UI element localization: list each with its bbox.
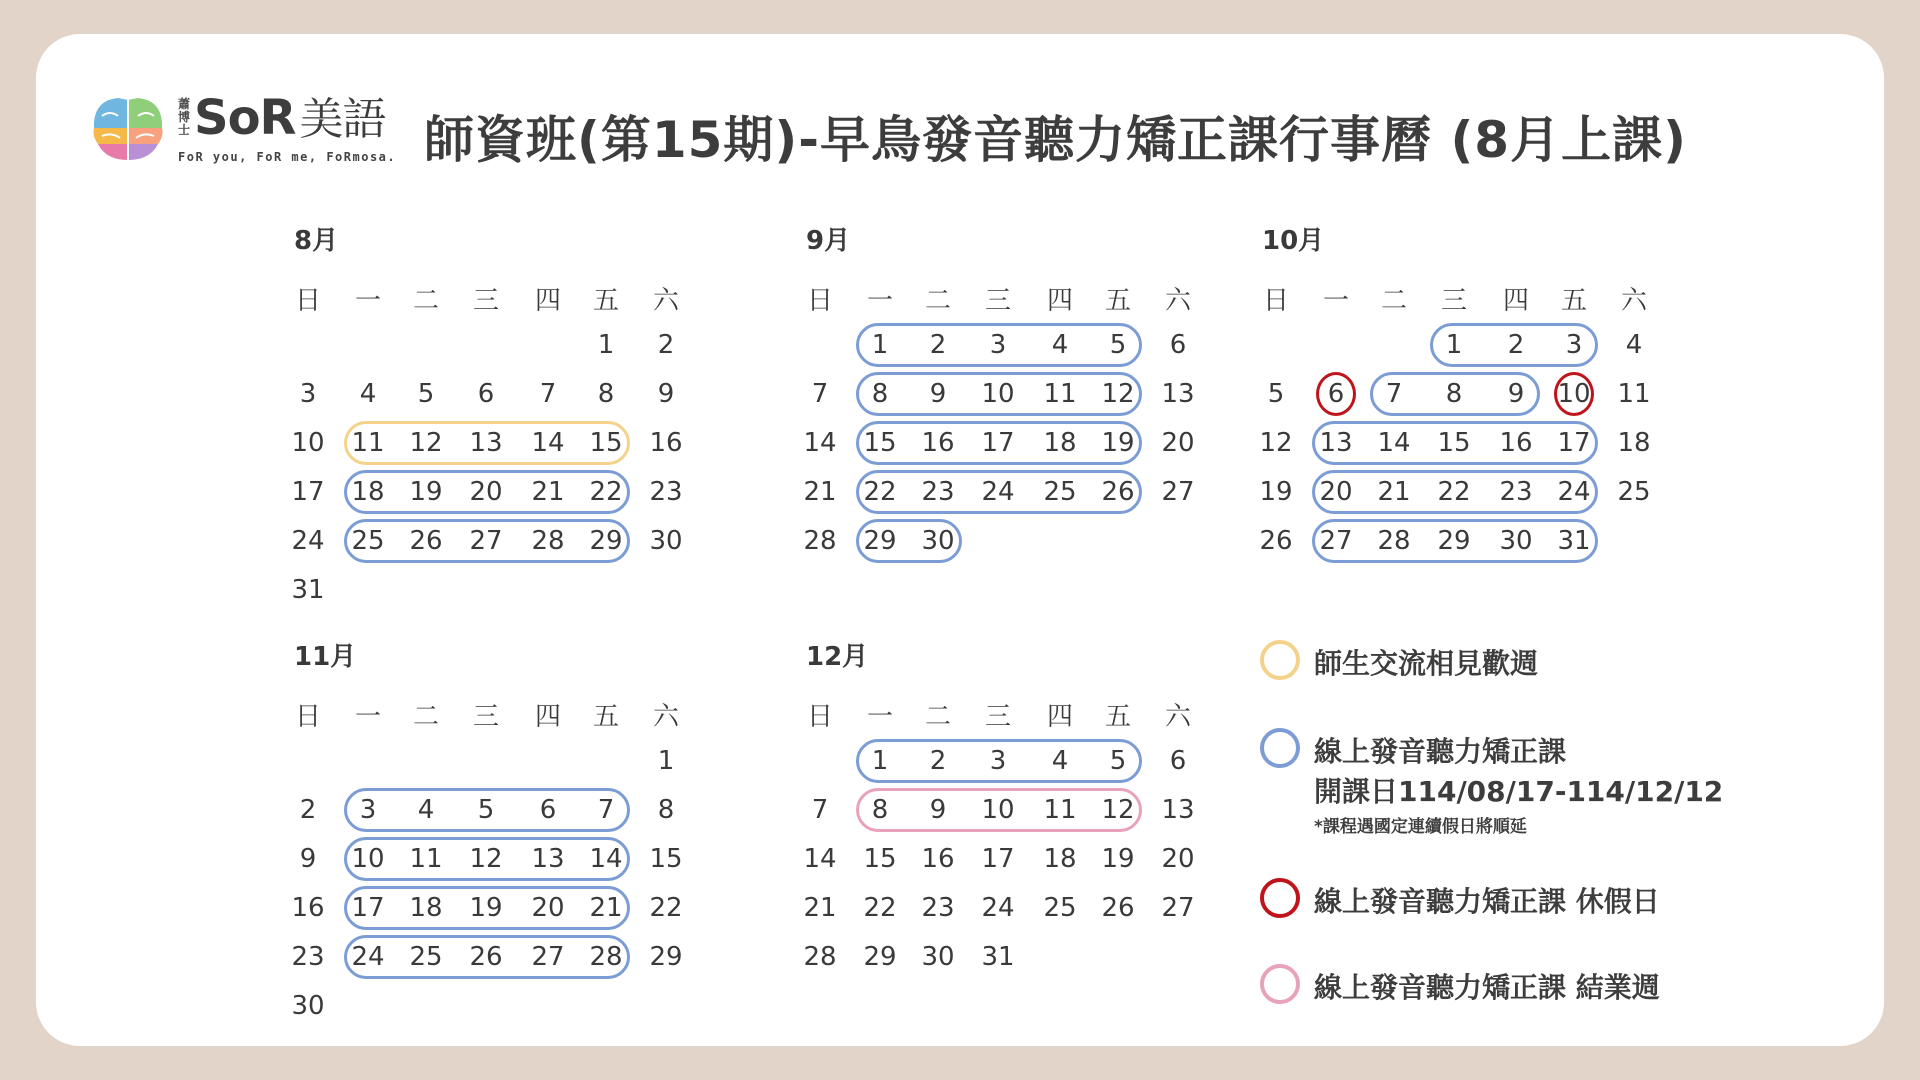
day-cell: 17 [981, 428, 1015, 458]
day-cell: 20 [531, 893, 565, 923]
day-cell: 13 [1161, 379, 1195, 409]
day-cell: 17 [291, 477, 325, 507]
day-cell: 3 [359, 795, 377, 825]
day-cell: 20 [469, 477, 503, 507]
legend-blue-note: *課程遇國定連續假日將順延 [1314, 817, 1527, 837]
weekday-header: 日 [1262, 286, 1289, 316]
day-cell: 28 [589, 942, 623, 972]
day-cell: 23 [1499, 477, 1533, 507]
day-cell: 13 [469, 428, 503, 458]
day-cell: 22 [863, 477, 897, 507]
day-cell: 19 [409, 477, 443, 507]
day-cell: 15 [863, 844, 897, 874]
day-cell: 5 [417, 379, 435, 409]
weekday-header: 三 [984, 702, 1011, 732]
day-cell: 13 [531, 844, 565, 874]
day-cell: 27 [1161, 893, 1195, 923]
day-cell: 29 [863, 526, 897, 556]
day-cell: 25 [409, 942, 443, 972]
day-cell: 21 [589, 893, 623, 923]
day-cell: 1 [871, 330, 889, 360]
weekday-header: 四 [534, 286, 561, 316]
weekday-header: 四 [1046, 286, 1073, 316]
weekday-header: 五 [1104, 702, 1131, 732]
day-cell: 25 [1617, 477, 1651, 507]
day-cell: 8 [871, 379, 889, 409]
day-cell: 31 [291, 575, 325, 605]
month-title: 9月 [806, 226, 851, 256]
day-cell: 15 [649, 844, 683, 874]
day-cell: 1 [597, 330, 615, 360]
day-cell: 9 [929, 795, 947, 825]
day-cell: 22 [589, 477, 623, 507]
day-cell: 9 [657, 379, 675, 409]
weekday-header: 五 [592, 702, 619, 732]
day-cell: 2 [929, 746, 947, 776]
day-cell: 7 [1385, 379, 1403, 409]
weekday-header: 六 [652, 702, 679, 732]
day-cell: 11 [1043, 795, 1077, 825]
day-cell: 19 [1101, 844, 1135, 874]
day-cell: 11 [1617, 379, 1651, 409]
day-cell: 20 [1161, 428, 1195, 458]
day-cell: 16 [649, 428, 683, 458]
day-cell: 10 [981, 379, 1015, 409]
day-cell: 26 [1259, 526, 1293, 556]
weekday-header: 一 [866, 286, 893, 316]
weekday-header: 四 [1046, 702, 1073, 732]
day-cell: 24 [291, 526, 325, 556]
day-cell: 28 [1377, 526, 1411, 556]
day-cell: 10 [1557, 379, 1591, 409]
day-cell: 20 [1161, 844, 1195, 874]
day-cell: 18 [409, 893, 443, 923]
weekday-header: 五 [1560, 286, 1587, 316]
day-cell: 24 [351, 942, 385, 972]
day-cell: 26 [1101, 893, 1135, 923]
page-title: 師資班(第15期)-早鳥發音聽力矯正課行事曆 (8月上課) [424, 111, 1687, 169]
day-cell: 4 [1051, 330, 1069, 360]
day-cell: 17 [1557, 428, 1591, 458]
day-cell: 14 [1377, 428, 1411, 458]
day-cell: 18 [1617, 428, 1651, 458]
day-cell: 4 [417, 795, 435, 825]
day-cell: 11 [409, 844, 443, 874]
weekday-header: 二 [412, 702, 439, 732]
day-cell: 8 [871, 795, 889, 825]
legend-blue-sub: 開課日114/08/17-114/12/12 [1314, 775, 1724, 808]
day-cell: 15 [1437, 428, 1471, 458]
day-cell: 21 [531, 477, 565, 507]
day-cell: 9 [929, 379, 947, 409]
weekday-header: 三 [984, 286, 1011, 316]
legend-yellow-label: 師生交流相見歡週 [1314, 647, 1539, 680]
day-cell: 9 [1507, 379, 1525, 409]
day-cell: 8 [1445, 379, 1463, 409]
weekday-header: 六 [1164, 286, 1191, 316]
day-cell: 2 [929, 330, 947, 360]
day-cell: 21 [803, 477, 837, 507]
brand-tagline: FoR you, FoR me, FoRmosa. [178, 150, 397, 164]
day-cell: 26 [1101, 477, 1135, 507]
day-cell: 30 [921, 942, 955, 972]
day-cell: 21 [1377, 477, 1411, 507]
day-cell: 19 [1259, 477, 1293, 507]
month-title: 10月 [1262, 226, 1325, 256]
day-cell: 22 [1437, 477, 1471, 507]
day-cell: 2 [1507, 330, 1525, 360]
day-cell: 4 [359, 379, 377, 409]
day-cell: 18 [351, 477, 385, 507]
legend-yellow-circle-icon [1260, 640, 1300, 680]
day-cell: 17 [351, 893, 385, 923]
day-cell: 30 [921, 526, 955, 556]
day-cell: 18 [1043, 844, 1077, 874]
day-cell: 11 [1043, 379, 1077, 409]
day-cell: 25 [1043, 893, 1077, 923]
weekday-header: 四 [534, 702, 561, 732]
weekday-header: 六 [652, 286, 679, 316]
day-cell: 2 [657, 330, 675, 360]
day-cell: 21 [803, 893, 837, 923]
day-cell: 6 [539, 795, 557, 825]
month-title: 8月 [294, 226, 339, 256]
weekday-header: 日 [806, 702, 833, 732]
day-cell: 14 [803, 428, 837, 458]
day-cell: 27 [531, 942, 565, 972]
day-cell: 24 [1557, 477, 1591, 507]
day-cell: 8 [657, 795, 675, 825]
day-cell: 15 [863, 428, 897, 458]
weekday-header: 一 [354, 286, 381, 316]
day-cell: 25 [351, 526, 385, 556]
day-cell: 5 [1109, 330, 1127, 360]
weekday-header: 一 [354, 702, 381, 732]
day-cell: 12 [1101, 795, 1135, 825]
weekday-header: 五 [1104, 286, 1131, 316]
day-cell: 6 [1327, 379, 1345, 409]
day-cell: 23 [649, 477, 683, 507]
day-cell: 18 [1043, 428, 1077, 458]
brand-name: SoR美語 [194, 90, 386, 146]
day-cell: 6 [477, 379, 495, 409]
day-cell: 26 [409, 526, 443, 556]
day-cell: 16 [921, 428, 955, 458]
weekday-header: 三 [472, 286, 499, 316]
day-cell: 5 [477, 795, 495, 825]
day-cell: 29 [589, 526, 623, 556]
day-cell: 12 [1101, 379, 1135, 409]
legend-blue-circle-icon [1260, 728, 1300, 768]
day-cell: 29 [649, 942, 683, 972]
day-cell: 7 [811, 795, 829, 825]
weekday-header: 一 [1322, 286, 1349, 316]
day-cell: 22 [649, 893, 683, 923]
day-cell: 23 [921, 893, 955, 923]
day-cell: 31 [1557, 526, 1591, 556]
weekday-header: 一 [866, 702, 893, 732]
legend-blue-label: 線上發音聽力矯正課 [1314, 735, 1567, 768]
month-title: 11月 [294, 642, 357, 672]
day-cell: 28 [531, 526, 565, 556]
day-cell: 10 [351, 844, 385, 874]
day-cell: 27 [1161, 477, 1195, 507]
day-cell: 25 [1043, 477, 1077, 507]
day-cell: 11 [351, 428, 385, 458]
day-cell: 6 [1169, 330, 1187, 360]
weekday-header: 二 [924, 702, 951, 732]
day-cell: 28 [803, 526, 837, 556]
weekday-header: 二 [924, 286, 951, 316]
day-cell: 3 [989, 746, 1007, 776]
day-cell: 3 [1565, 330, 1583, 360]
day-cell: 7 [597, 795, 615, 825]
brain-logo-icon [88, 92, 168, 164]
day-cell: 12 [1259, 428, 1293, 458]
day-cell: 16 [1499, 428, 1533, 458]
day-cell: 12 [469, 844, 503, 874]
day-cell: 10 [981, 795, 1015, 825]
day-cell: 30 [1499, 526, 1533, 556]
day-cell: 7 [811, 379, 829, 409]
day-cell: 24 [981, 477, 1015, 507]
logo [88, 88, 397, 172]
day-cell: 1 [871, 746, 889, 776]
day-cell: 20 [1319, 477, 1353, 507]
weekday-header: 四 [1502, 286, 1529, 316]
day-cell: 1 [657, 746, 675, 776]
day-cell: 9 [299, 844, 317, 874]
day-cell: 30 [291, 991, 325, 1021]
day-cell: 5 [1267, 379, 1285, 409]
day-cell: 31 [981, 942, 1015, 972]
day-cell: 1 [1445, 330, 1463, 360]
day-cell: 14 [589, 844, 623, 874]
legend-pink-circle-icon [1260, 964, 1300, 1004]
day-cell: 14 [531, 428, 565, 458]
day-cell: 2 [299, 795, 317, 825]
weekday-header: 日 [294, 702, 321, 732]
day-cell: 23 [921, 477, 955, 507]
day-cell: 29 [1437, 526, 1471, 556]
day-cell: 26 [469, 942, 503, 972]
weekday-header: 五 [592, 286, 619, 316]
day-cell: 4 [1625, 330, 1643, 360]
day-cell: 14 [803, 844, 837, 874]
weekday-header: 三 [1440, 286, 1467, 316]
day-cell: 23 [291, 942, 325, 972]
brand-sub: 蕭博士 [178, 97, 191, 137]
day-cell: 19 [1101, 428, 1135, 458]
day-cell: 3 [989, 330, 1007, 360]
weekday-header: 日 [294, 286, 321, 316]
day-cell: 16 [921, 844, 955, 874]
legend-pink-label: 線上發音聽力矯正課 結業週 [1314, 971, 1660, 1004]
day-cell: 30 [649, 526, 683, 556]
day-cell: 5 [1109, 746, 1127, 776]
day-cell: 24 [981, 893, 1015, 923]
legend-red-circle-icon [1260, 878, 1300, 918]
day-cell: 13 [1161, 795, 1195, 825]
day-cell: 22 [863, 893, 897, 923]
day-cell: 4 [1051, 746, 1069, 776]
day-cell: 27 [469, 526, 503, 556]
day-cell: 13 [1319, 428, 1353, 458]
weekday-header: 三 [472, 702, 499, 732]
day-cell: 29 [863, 942, 897, 972]
day-cell: 6 [1169, 746, 1187, 776]
day-cell: 27 [1319, 526, 1353, 556]
day-cell: 10 [291, 428, 325, 458]
weekday-header: 六 [1620, 286, 1647, 316]
day-cell: 8 [597, 379, 615, 409]
day-cell: 16 [291, 893, 325, 923]
day-cell: 17 [981, 844, 1015, 874]
day-cell: 15 [589, 428, 623, 458]
day-cell: 19 [469, 893, 503, 923]
day-cell: 3 [299, 379, 317, 409]
month-title: 12月 [806, 642, 869, 672]
day-cell: 28 [803, 942, 837, 972]
weekday-header: 二 [1380, 286, 1407, 316]
legend-red-label: 線上發音聽力矯正課 休假日 [1314, 885, 1660, 918]
day-cell: 12 [409, 428, 443, 458]
day-cell: 7 [539, 379, 557, 409]
weekday-header: 日 [806, 286, 833, 316]
weekday-header: 六 [1164, 702, 1191, 732]
weekday-header: 二 [412, 286, 439, 316]
